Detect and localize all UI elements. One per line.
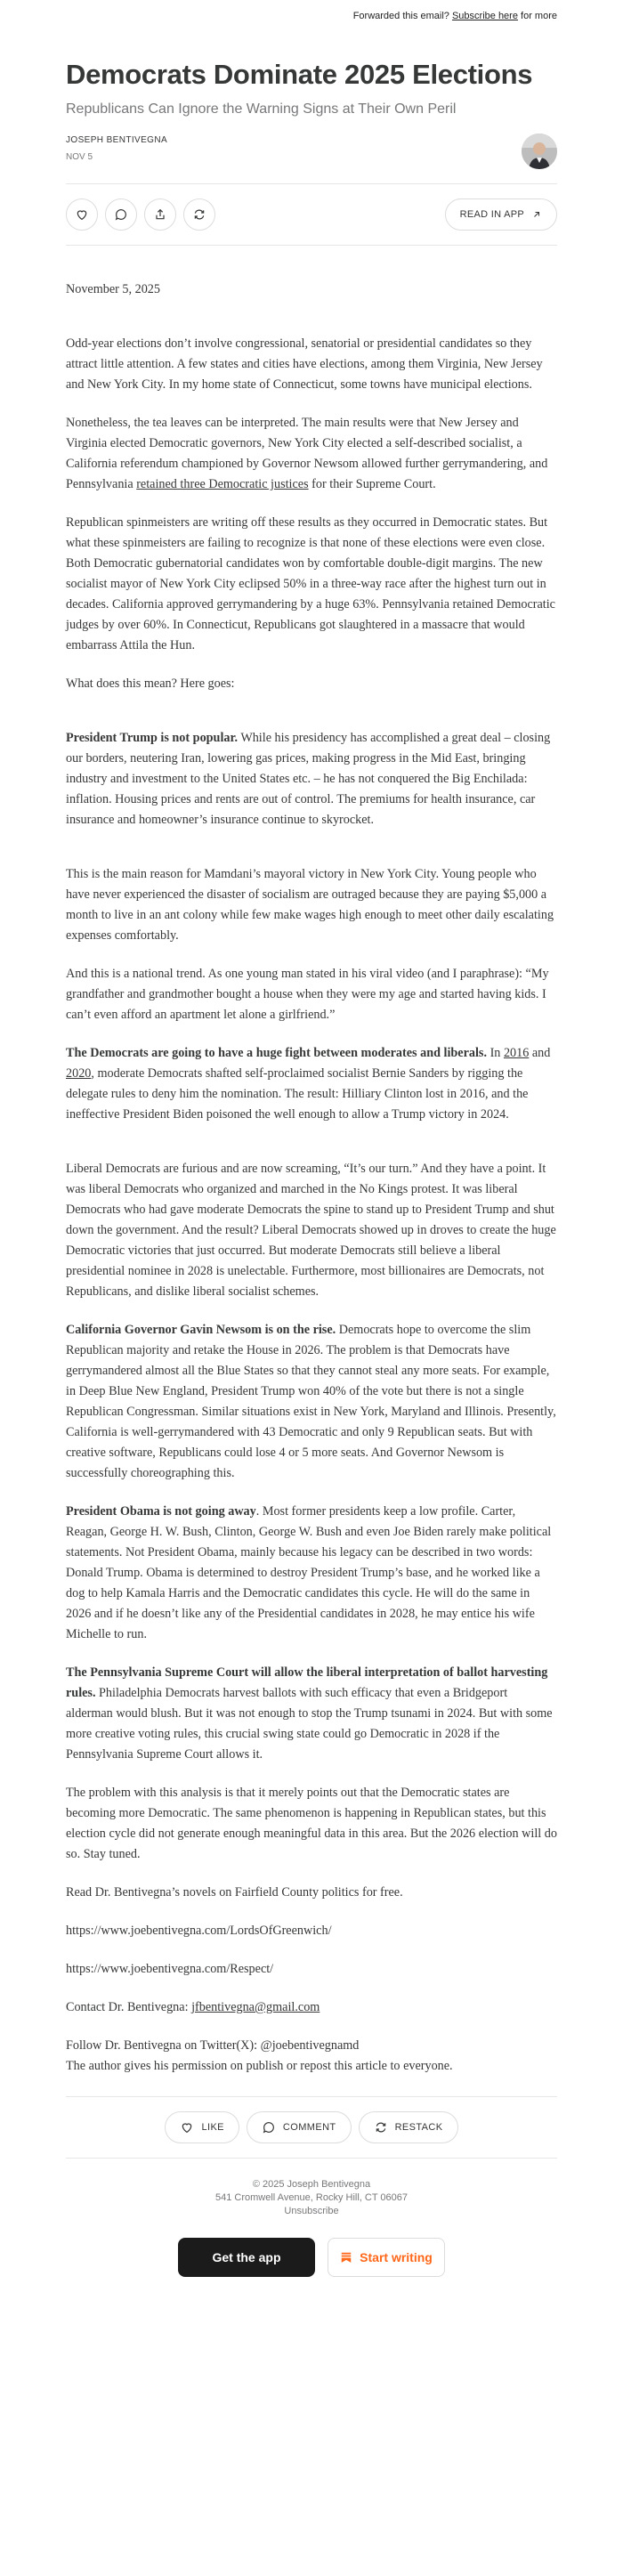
paragraph-11: President Obama is not going away. Most former presidents keep a low profile. Carter, Reagan, George H. W. Bush, Clinton, George W. Bush and even Joe Biden rarely make political statements. Not President Obama, mainly because his legacy can be described in two words: Donald Trump. Obama is determined to destroy President Trump’s base, and he worked like a dog to help Kamala Harris and the Democratic candidates this cycle. He will do the same in 2026 and if he doesn’t like any of the Presidential candidates in 2028, he may entice his wife Michelle to run. [66,1504,552,1641]
cta-row [66,2238,557,2277]
dateline: November 5, 2025 [66,282,160,296]
share-icon [153,207,167,222]
forward-notice [66,0,557,21]
permission-line: The author gives his permission on publish or repost this article to everyone. [66,2059,453,2073]
paragraph-13: The problem with this analysis is that it merely points out that the Democratic states are becoming more Democratic. The same phenomenon is happening in Republican states, but this election cycle did not generate enough meaningful data in this area. But the 2026 election will do so. Stay tuned. [66,1786,557,1861]
novel-link-2[interactable]: https://www.joebentivegna.com/Respect/ [66,1962,274,1976]
heart-icon [75,207,89,222]
read-in-app-button[interactable] [445,198,557,231]
paragraph-9: Liberal Democrats are furious and are now screaming, “It’s our turn.” And they have a point. It was liberal Democrats who organized and marched in the No Kings protest. It was liberal Democrats who had gave moderate Democrats the spine to stand up to President Trump and shut down the government. And the result? Liberal Democrats showed up in droves to create the huge Democratic victories that just occurred. But moderate Democrats still believe a liberal presidential nominee in 2028 is unelectable. Furthermore, most billionaires are Democrats, not Republicans, and dislike liberal socialist schemes. [66,1162,556,1299]
arrow-up-right-icon [531,209,542,220]
contact-email-link[interactable]: jfbentivegna@gmail.com [191,2000,320,2014]
restack-pill-button[interactable] [359,2111,458,2143]
substack-logo-icon [340,2251,352,2264]
like-label: LIKE [201,2122,224,2133]
paragraph-3: Republican spinmeisters are writing off these results as they occurred in Democratic states. But what these spinmeisters are failing to recognize is that none of these elections were even close. Both Democratic gubernatorial candidates won by comfortable double-digit margins. The new socialist mayor of New York City eclipsed 50% in a three-way race after the highest turn out in decades. California approved gerrymandering by a huge 63%. Pennsylvania retained Democratic judges by over 60%. In Connecticut, Republicans got slaughtered in a massacre that would embarrass Attila the Hun. [66,515,555,652]
paragraph-1: Odd-year elections don’t involve congressional, senatorial or presidential candidates so they attract little attention. A few states and cities have elections, among them Virginia, New Jersey and New York City. In my home state of Connecticut, some towns have municipal elections. [66,336,543,392]
unsubscribe-link[interactable]: Unsubscribe [284,2206,339,2216]
paragraph-14: Read Dr. Bentivegna’s novels on Fairfield County politics for free. [66,1885,403,1900]
link-2016[interactable]: 2016 [503,1046,530,1060]
paragraph-5: President Trump is not popular. While his presidency has accomplished a great deal – closing our borders, neutering Iran, lowering gas prices, making progress in the Mid East, bringing industry and investment to the United States etc. – he has not conquered the Big Enchilada: inflation. Housing prices and rents are out of control. The premiums for health insurance, car insurance and homeowner’s insurance continue to skyrocket. [66,731,551,827]
paragraph-8: The Democrats are going to have a huge fight between moderates and liberals. In 2016 and 2020, moderate Democrats shafted self-proclaimed socialist Bernie Sanders by rigging the delegate rules to deny him the nomination. The result: Hilliary Clinton lost in 2016, and the ineffective President Biden poisoned the well enough to allow a Trump victory in 2024. [66,1046,551,1122]
paragraph-7: And this is a national trend. As one young man stated in his viral video (and I paraphrase): “My grandfather and grandmother bought a house when they were my age and started having kids. I can’t even afford an apartment let alone a girlfriend.” [66,967,549,1022]
paragraph-2: Nonetheless, the tea leaves can be interpreted. The main results were that New Jersey and Virginia elected Democratic governors, New York City elected a self-described socialist, a California referendum championed by Governor Newsom allowed further gerrymandering, and Pennsylvania retained three Democratic justices for their Supreme Court. [66,416,548,491]
restack-icon [192,207,206,222]
link-2020[interactable]: 2020 [66,1066,92,1081]
comment-icon [114,207,128,222]
start-writing-button[interactable] [328,2238,445,2277]
forward-suffix: for more [521,11,557,21]
comment-icon [262,2120,276,2135]
paragraph-6: This is the main reason for Mamdani’s mayoral victory in New York City. Young people who have never experienced the disaster of socialism are outraged because they are paying $5,000 a month to live in an ant colony while few make wages high enough to meet other daily escalating expenses comfortably. [66,867,554,943]
restack-icon [374,2120,388,2135]
contact-line: Contact Dr. Bentivegna: jfbentivegna@gmail.com [66,2000,320,2014]
heart-icon [180,2120,194,2135]
paragraph-4: What does this mean? Here goes: [66,676,235,691]
read-in-app-label: READ IN APP [459,209,524,220]
comment-button[interactable] [105,198,137,231]
like-pill-button[interactable] [165,2111,239,2143]
author-photo-icon [522,134,557,169]
byline [66,135,557,169]
avatar[interactable] [522,134,557,169]
footer [66,2178,557,2218]
restack-label: RESTACK [394,2122,443,2133]
comment-pill-button[interactable] [247,2111,352,2143]
novel-link-1[interactable]: https://www.joebentivegna.com/LordsOfGreenwich/ [66,1924,332,1938]
twitter-line: Follow Dr. Bentivegna on Twitter(X): @joebentivegnamd [66,2038,360,2053]
address: 541 Cromwell Avenue, Rocky Hill, CT 06067 [214,2192,409,2203]
share-button[interactable] [144,198,176,231]
subscribe-link[interactable]: Subscribe here [451,11,518,21]
start-writing-label: Start writing [360,2250,433,2264]
author-name[interactable]: JOSEPH BENTIVEGNA [66,135,168,145]
bottom-actions [66,2096,557,2159]
post-actions [66,183,557,246]
comment-label: COMMENT [282,2122,336,2133]
post-date: NOV 5 [66,152,93,162]
post-body [66,279,557,2077]
copyright: © 2025 Joseph Bentivegna [252,2179,371,2190]
justices-link[interactable]: retained three Democratic justices [136,477,309,491]
restack-button[interactable] [183,198,215,231]
forward-prefix: Forwarded this email? [352,11,449,21]
like-button[interactable] [66,198,98,231]
get-app-button[interactable]: Get the app [178,2238,315,2277]
post-subtitle: Republicans Can Ignore the Warning Signs at Their Own Peril [66,101,457,117]
post-title[interactable]: Democrats Dominate 2025 Elections [66,59,533,90]
paragraph-10: California Governor Gavin Newsom is on the rise. Democrats hope to overcome the slim Republican majority and retake the House in 2026. The problem is that Democrats have gerrymandered almost all the Blue States so that they cannot steal any more seats. For example, in Deep Blue New England, President Trump won 40% of the vote but there is not a single Republican Congressman. Similar situations exist in New York, Maryland and Illinois. Presently, California is well-gerrymandered with 43 Democratic and only 9 Republican seats. But with creative software, Republicans could lose 4 or 5 more seats. And Governor Newsom is successfully choreographing this. [66,1323,556,1480]
paragraph-12: The Pennsylvania Supreme Court will allow the liberal interpretation of ballot harvesting rules. Philadelphia Democrats harvest ballots with such efficacy that even a Bridgeport alderman would blush. But it was not enough to stop the Trump tsunami in 2024. But with some more creative voting rules, this crucial swing state could go Democratic in 2028 if the Pennsylvania Supreme Court allows it. [66,1665,553,1762]
